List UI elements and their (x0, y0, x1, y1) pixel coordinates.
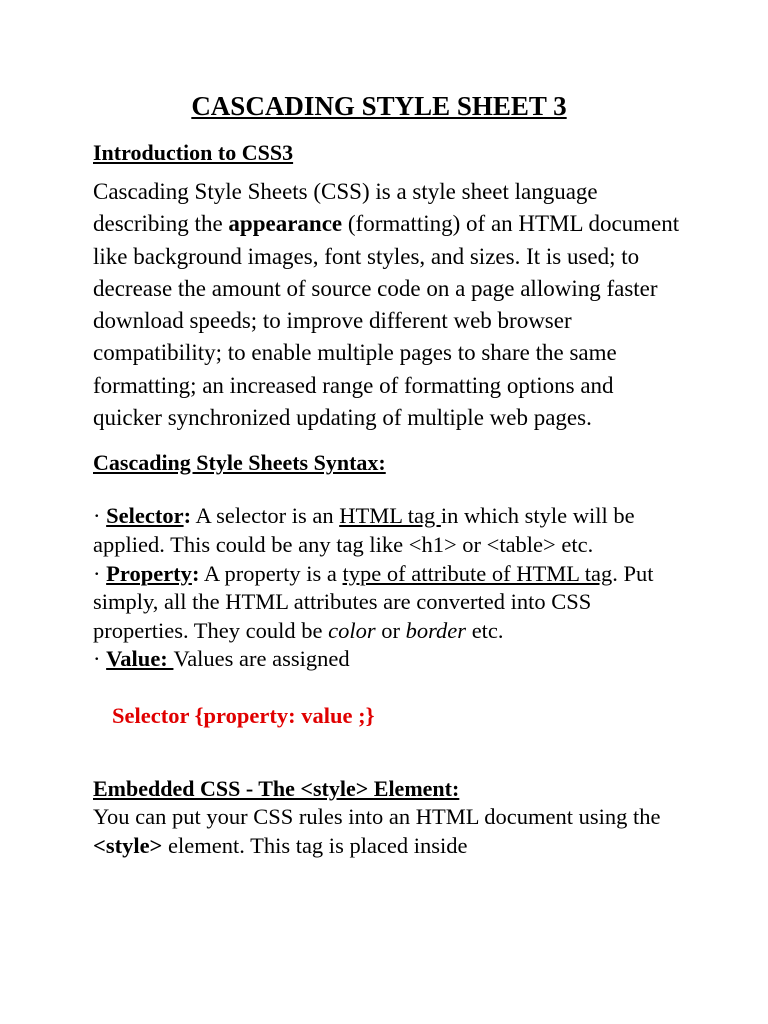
intro-paragraph (93, 176, 683, 434)
property-colon: : (191, 560, 200, 586)
property-example-color: color (328, 617, 376, 643)
property-text-or: or (375, 617, 406, 643)
style-tag-bold: <style> (93, 832, 163, 858)
selector-text-end: in which style will be applied. This could be any tag like <h1> or <table> etc. (93, 503, 635, 557)
embedded-text-end: element. This tag is placed inside (162, 832, 468, 858)
property-text-end: etc. (466, 617, 504, 643)
intro-bold-appearance: appearance (228, 211, 343, 237)
attribute-type-link[interactable]: type of attribute of HTML tag (342, 560, 613, 586)
selector-definition (93, 502, 683, 559)
value-text: Values are assigned (173, 646, 350, 672)
embedded-text-start: You can put your CSS rules into an HTML document using the (93, 803, 661, 829)
syntax-definitions (93, 502, 683, 674)
syntax-example: Selector {property: value ;} (112, 702, 375, 728)
value-definition (93, 645, 683, 674)
property-definition (93, 560, 683, 646)
intro-text-start: Cascading Style Sheets (CSS) is a style sheet language describing the (93, 179, 598, 237)
embedded-css-heading: Embedded CSS - The <style> Element: (93, 775, 460, 801)
selector-term: Selector (106, 503, 184, 529)
syntax-heading: Cascading Style Sheets Syntax: (93, 450, 386, 476)
value-term: Value: (106, 646, 174, 672)
bullet-marker: · (93, 646, 107, 672)
property-example-border: border (405, 617, 467, 643)
selector-text-start: A selector is an (191, 503, 340, 529)
embedded-css-paragraph (93, 803, 683, 860)
property-text-start: A property is a (199, 560, 343, 586)
bullet-marker: · (93, 560, 107, 586)
bullet-marker: · (93, 503, 107, 529)
document-title: CASCADING STYLE SHEET 3 (191, 91, 567, 121)
selector-colon: : (183, 503, 192, 529)
intro-text-end: (formatting) of an HTML document like background images, font styles, and sizes. It is used; to decrease the amount of source code on a page allowing faster download speeds; to improve different web browser compatibility; to enable multiple pages to share the same formatting; an increased range of formatting options and quicker synchronized updating of multiple web pages. (93, 211, 680, 431)
property-term: Property (106, 560, 192, 586)
html-tag-link[interactable]: HTML tag (339, 503, 441, 529)
property-text-mid: . Put simply, all the HTML attributes are converted into CSS properties. They could be (93, 560, 654, 643)
intro-heading: Introduction to CSS3 (93, 140, 294, 165)
document-page (93, 86, 683, 860)
